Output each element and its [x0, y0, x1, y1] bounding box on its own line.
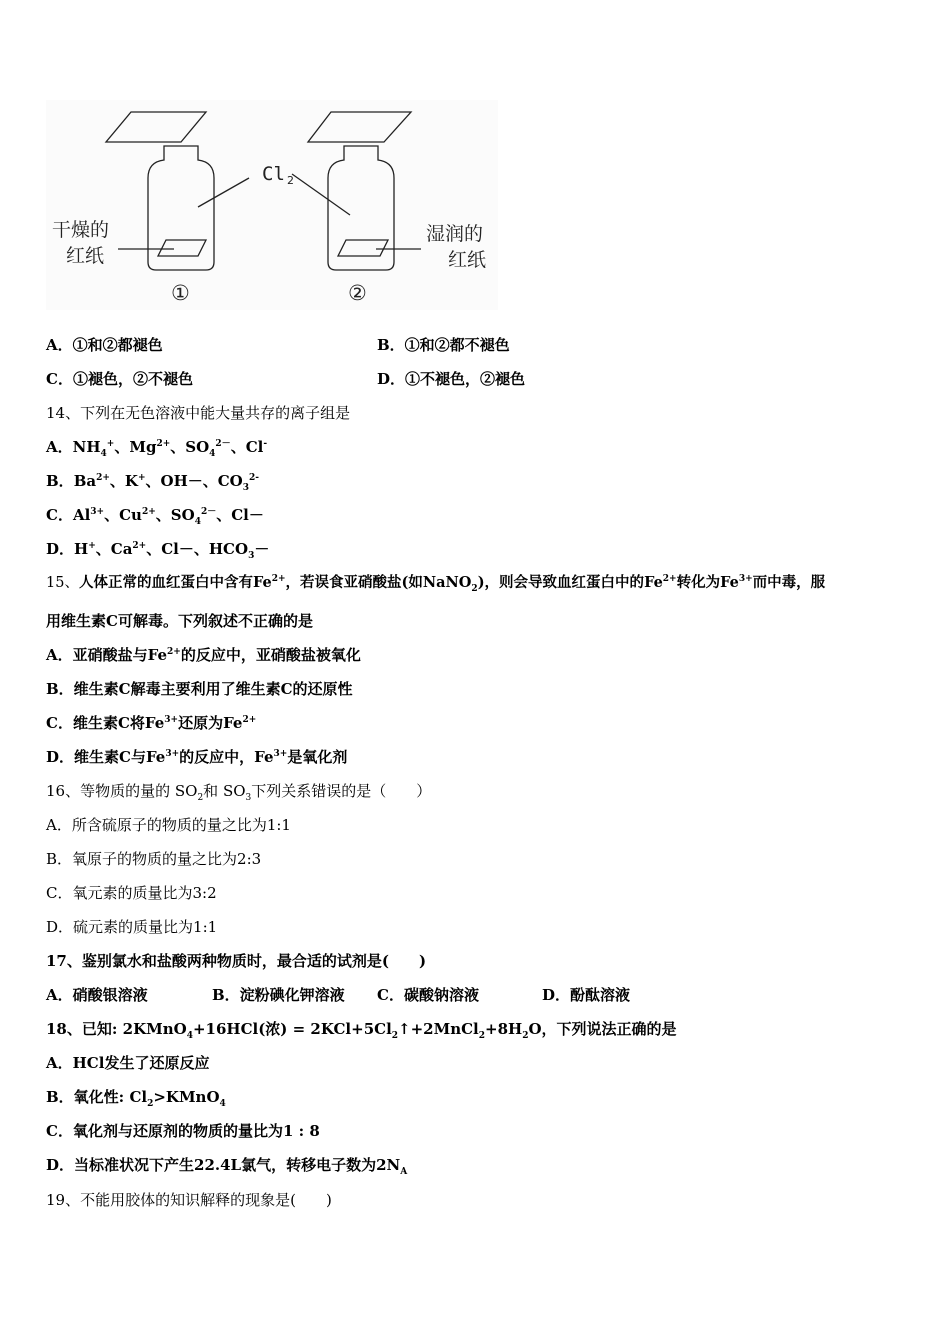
q16-stem: 16、等物质的量的 $SO_2$和 $SO_3$下列关系错误的是（ ）: [46, 782, 432, 803]
q14-stem: 14、下列在无色溶液中能大量共存的离子组是: [46, 404, 351, 422]
q19-stem: 19、不能用胶体的知识解释的现象是( ): [46, 1191, 332, 1209]
q16-option-c: C．氧元素的质量比为3:2: [46, 884, 217, 902]
q18-option-b: B．氧化性: $Cl_2>KMnO_4$: [46, 1088, 226, 1109]
gas-label: Cl: [262, 163, 285, 185]
q14-option-c: C．$Al^{3+}$、$Cu^{2+}$、$SO_4^{2-}$、Cl－: [46, 506, 264, 527]
q17-option-d: D．酚酞溶液: [542, 986, 631, 1004]
q13-option-a: A．①和②都褪色: [46, 336, 163, 354]
gas-label-sub: 2: [287, 174, 294, 187]
q17-option-a: A．硝酸银溶液: [46, 986, 148, 1004]
q15-stem-line1: 15、人体正常的血红蛋白中含有$Fe^{2+}$，若误食亚硝酸盐(如NaNO$_2$)，则会导致血红蛋白中的$Fe^{2+}$转化为$Fe^{3+}$而中毒，服: [46, 574, 826, 594]
q14-option-b: B．$Ba^{2+}$、K+、OH－、$CO_3^{2-}$: [46, 472, 260, 493]
q17-option-b: B．淀粉碘化钾溶液: [212, 986, 345, 1004]
bottle1-number: ①: [171, 281, 190, 305]
q13-option-c: C．①褪色，②不褪色: [46, 370, 193, 388]
q15-option-c: C．维生素C将$Fe^{3+}$还原为$Fe^{2+}$: [46, 714, 257, 732]
q16-option-d: D．硫元素的质量比为1:1: [46, 918, 218, 936]
q14-option-a: A．$NH_4^+$、$Mg^{2+}$、$SO_4^{2-}$、Cl-: [46, 438, 268, 459]
dry-paper-label-2: 红纸: [66, 245, 105, 267]
q15-option-d: D．维生素C与$Fe^{3+}$的反应中，$Fe^{3+}$是氧化剂: [46, 748, 348, 766]
q14-option-d: D．H+、$Ca^{2+}$、Cl－、$HCO_3-$: [46, 540, 270, 561]
wet-paper-label-2: 红纸: [448, 249, 487, 271]
chlorine-bleaching-figure: [46, 100, 498, 310]
q15-stem-line2: 用维生素C可解毒。下列叙述不正确的是: [46, 612, 313, 630]
q17-stem: 17、鉴别氯水和盐酸两种物质时，最合适的试剂是( ): [46, 952, 427, 970]
bottles-diagram: [46, 100, 498, 310]
q18-option-a: A．HCl发生了还原反应: [46, 1054, 210, 1072]
q18-option-c: C．氧化剂与还原剂的物质的量比为1 : 8: [46, 1122, 320, 1140]
bottle2-number: ②: [348, 281, 367, 305]
wet-paper-label: 湿润的: [426, 223, 484, 245]
q18-stem: 18、已知: 2KMnO$_4$+16HCl(浓) = $2KCl+5Cl_2↑+2MnCl_2+8H_2O$，下列说法正确的是: [46, 1020, 677, 1041]
q13-option-b: B．①和②都不褪色: [377, 336, 510, 354]
q17-option-c: C．碳酸钠溶液: [377, 986, 479, 1004]
q16-option-a: A．所含硫原子的物质的量之比为1:1: [46, 816, 291, 834]
q16-option-b: B．氧原子的物质的量之比为2:3: [46, 850, 262, 868]
q15-option-b: B．维生素C解毒主要利用了维生素C的还原性: [46, 680, 353, 698]
q15-option-a: A．亚硝酸盐与$Fe^{2+}$的反应中，亚硝酸盐被氧化: [46, 646, 361, 664]
dry-paper-label: 干燥的: [52, 219, 110, 241]
q13-option-d: D．①不褪色，②褪色: [377, 370, 526, 388]
q18-option-d: D．当标准状况下产生22.4L氯气，转移电子数为$2N_A$: [46, 1156, 408, 1177]
